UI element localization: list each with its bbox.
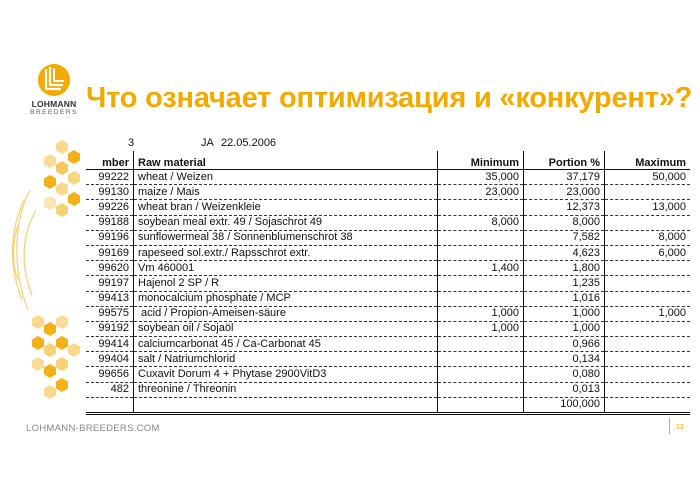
cell-number: 482 (86, 382, 134, 397)
cell-number: 99413 (86, 291, 134, 306)
cell-portion: 0,080 (524, 367, 605, 382)
cell-maximum (605, 352, 691, 367)
cell-minimum (438, 200, 524, 215)
cell-maximum (605, 321, 691, 336)
cell-minimum: 1,400 (438, 261, 524, 276)
table-row (86, 276, 690, 291)
col-raw-material: Raw material (134, 151, 438, 170)
table-row (86, 337, 690, 352)
table-row (86, 291, 690, 306)
cell-minimum: 1,000 (438, 321, 524, 336)
cell-number: 99656 (86, 367, 134, 382)
cell-portion: 12,373 (524, 200, 605, 215)
table-row (86, 170, 690, 185)
cell-maximum: 50,000 (605, 170, 691, 185)
table-total-row (86, 397, 690, 413)
cell-raw-material: wheat / Weizen (134, 170, 438, 185)
table-row (86, 245, 690, 260)
table-row (86, 352, 690, 367)
cell-total-portion: 100,000 (524, 397, 605, 413)
honeycomb-decoration-icon (0, 130, 90, 410)
cell-raw-material: Cuxavit Dorum 4 + Phytase 2900VitD3 (134, 367, 438, 382)
cell-minimum (438, 291, 524, 306)
cell-maximum: 8,000 (605, 230, 691, 245)
table-row (86, 367, 690, 382)
table-row (86, 185, 690, 200)
cell-maximum: 13,000 (605, 200, 691, 215)
cell-portion: 7,582 (524, 230, 605, 245)
logo-name: LOHMANN (31, 99, 77, 109)
table-row (86, 261, 690, 276)
cell-maximum (605, 276, 691, 291)
cell-minimum (438, 367, 524, 382)
cell-maximum (605, 291, 691, 306)
cell-raw-material: wheat bran / Weizenkleie (134, 200, 438, 215)
cell-portion: 23,000 (524, 185, 605, 200)
lohmann-logo (28, 62, 80, 117)
cell-maximum: 1,000 (605, 306, 691, 321)
cell-portion: 0,013 (524, 382, 605, 397)
cell-portion: 0,966 (524, 337, 605, 352)
col-maximum: Maximum (605, 151, 691, 170)
cell-portion: 1,016 (524, 291, 605, 306)
cell-number: 99196 (86, 230, 134, 245)
lohmann-logo-icon (37, 62, 71, 98)
cell-raw-material: maize / Mais (134, 185, 438, 200)
table-row (86, 321, 690, 336)
cell-raw-material: threonine / Threonin (134, 382, 438, 397)
cell-portion: 1,000 (524, 306, 605, 321)
report-initials: JA (201, 137, 214, 149)
cell-minimum (438, 245, 524, 260)
report-date: 22.05.2006 (221, 137, 277, 149)
cell-number: 99414 (86, 337, 134, 352)
cell-number: 99188 (86, 215, 134, 230)
cell-minimum: 23,000 (438, 185, 524, 200)
cell-raw-material: calciumcarbonat 45 / Ca-Carbonat 45 (134, 337, 438, 352)
cell-number: 99404 (86, 352, 134, 367)
cell-portion: 8,000 (524, 215, 605, 230)
table-header-row (86, 151, 690, 170)
table-row (86, 200, 690, 215)
cell-maximum (605, 215, 691, 230)
table-row (86, 215, 690, 230)
cell-number: 99169 (86, 245, 134, 260)
cell-portion: 4,623 (524, 245, 605, 260)
cell-minimum: 35,000 (438, 170, 524, 185)
table-row (86, 306, 690, 321)
cell-raw-material: soybean meal extr. 49 / Sojaschrot 49 (134, 215, 438, 230)
cell-raw-material: rapeseed sol.extr./ Rapsschrot extr. (134, 245, 438, 260)
cell-maximum (605, 261, 691, 276)
cell-raw-material: salt / Natriumchlorid (134, 352, 438, 367)
cell-portion: 1,800 (524, 261, 605, 276)
cell-number: 99575 (86, 306, 134, 321)
cell-number: 99222 (86, 170, 134, 185)
table-row (86, 230, 690, 245)
slide-title: Что означает оптимизация и «конкурент»? (86, 82, 693, 114)
cell-number: 99226 (86, 200, 134, 215)
cell-minimum (438, 230, 524, 245)
col-number: mber (86, 151, 134, 170)
formulation-table (86, 151, 690, 415)
cell-number: 99620 (86, 261, 134, 276)
cell-raw-material: Hajenol 2 SP / R (134, 276, 438, 291)
cell-maximum: 6,000 (605, 245, 691, 260)
cell-number: 99192 (86, 321, 134, 336)
cell-raw-material: Vm 460001 (134, 261, 438, 276)
cell-portion: 37,179 (524, 170, 605, 185)
cell-maximum (605, 382, 691, 397)
cell-number: 99197 (86, 276, 134, 291)
cell-minimum (438, 352, 524, 367)
cell-number: 99130 (86, 185, 134, 200)
cell-minimum (438, 382, 524, 397)
logo-subname: BREEDERS (30, 109, 78, 116)
cell-minimum (438, 276, 524, 291)
cell-minimum: 8,000 (438, 215, 524, 230)
col-minimum: Minimum (438, 151, 524, 170)
report-number: 3 (128, 137, 135, 149)
page-number-divider (669, 418, 670, 434)
page-number: 13 (676, 424, 684, 431)
cell-portion: 1,235 (524, 276, 605, 291)
cell-minimum (438, 337, 524, 352)
cell-raw-material: monocalcium phosphate / MCP (134, 291, 438, 306)
col-portion: Portion % (524, 151, 605, 170)
cell-raw-material: acid / Propion-Ameisen-säure (134, 306, 438, 321)
cell-portion: 1,000 (524, 321, 605, 336)
cell-maximum (605, 185, 691, 200)
cell-raw-material: soybean oil / Sojaöl (134, 321, 438, 336)
cell-minimum: 1,000 (438, 306, 524, 321)
cell-raw-material: sunflowermeal 38 / Sonnenblumenschrot 38 (134, 230, 438, 245)
footer-website[interactable]: LOHMANN-BREEDERS.COM (26, 423, 160, 434)
cell-portion: 0,134 (524, 352, 605, 367)
cell-maximum (605, 337, 691, 352)
table-row (86, 382, 690, 397)
cell-maximum (605, 367, 691, 382)
